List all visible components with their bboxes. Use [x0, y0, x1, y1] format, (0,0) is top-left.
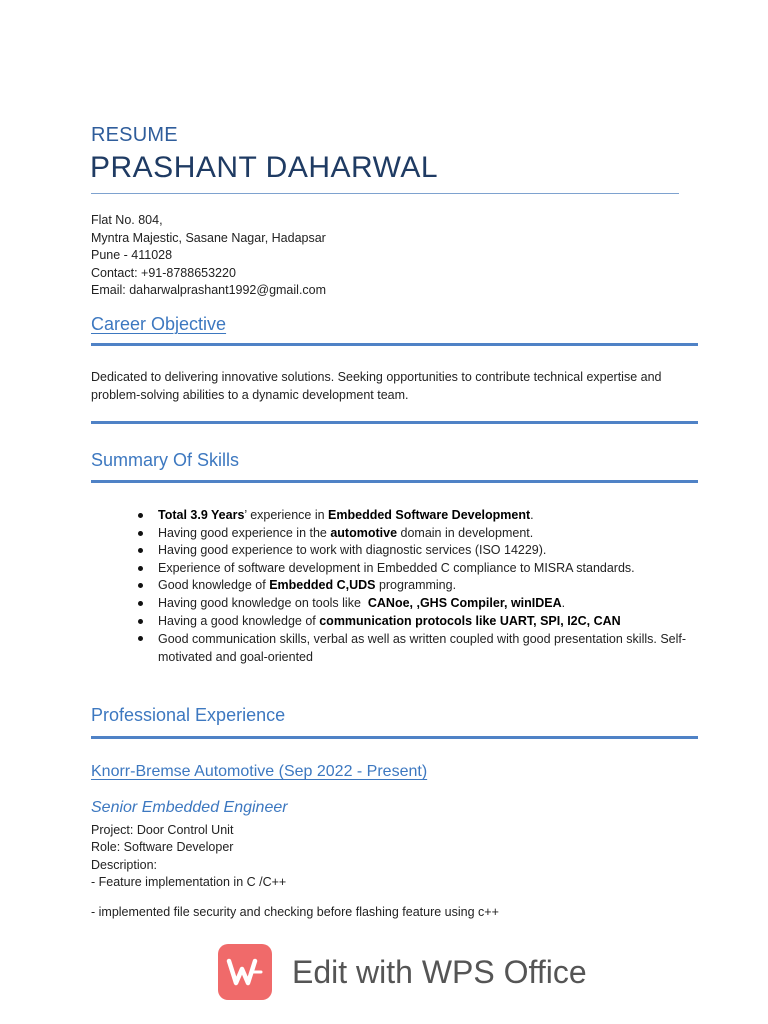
section-divider — [91, 480, 698, 483]
section-divider — [91, 421, 698, 424]
description-point: - Feature implementation in C /C++ — [91, 874, 287, 889]
address-line: Pune - 411028 — [91, 248, 173, 263]
skills-list — [138, 507, 698, 666]
wps-watermark — [218, 943, 587, 1001]
wps-watermark-text: Edit with WPS Office — [292, 953, 587, 990]
skills-heading: Summary Of Skills — [91, 450, 240, 470]
candidate-name: PRASHANT DAHARWAL — [90, 151, 439, 184]
wps-logo-icon — [218, 944, 272, 1000]
contact-block — [91, 212, 326, 300]
list-item: Having a good knowledge of communication protocols like UART, SPI, I2C, CAN — [138, 613, 698, 631]
role-line: Role: Software Developer — [91, 840, 234, 855]
description-label: Description: — [91, 857, 157, 872]
job-title: Senior Embedded Engineer — [91, 799, 288, 816]
project-details — [91, 822, 286, 891]
description-point: - implemented file security and checking before flashing feature using c++ — [91, 905, 499, 919]
email-line: Email: daharwalprashant1992@gmail.com — [91, 283, 327, 298]
section-divider — [91, 343, 698, 346]
experience-heading: Professional Experience — [91, 705, 286, 725]
company-heading: Knorr-Bremse Automotive (Sep 2022 - Present) — [91, 763, 428, 780]
list-item: Having good experience in the automotive domain in development. — [138, 525, 698, 543]
list-item: Good communication skills, verbal as well as written coupled with good presentation skills. Self-motivated and goal-oriented — [138, 630, 698, 666]
list-item: Having good experience to work with diagnostic services (ISO 14229). — [138, 542, 698, 560]
section-divider — [91, 736, 698, 739]
career-objective-text: Dedicated to delivering innovative solutions. Seeking opportunities to contribute technical expertise and problem-solving abilities to a dynamic development team. — [91, 370, 662, 402]
address-line: Myntra Majestic, Sasane Nagar, Hadapsar — [91, 230, 326, 245]
career-objective-heading: Career Objective — [91, 314, 227, 334]
phone-line: Contact: +91-8788653220 — [91, 265, 236, 280]
address-line: Flat No. 804, — [91, 213, 163, 227]
list-item: Experience of software development in Embedded C compliance to MISRA standards. — [138, 560, 698, 578]
list-item: Total 3.9 Years’ experience in Embedded Software Development. — [138, 507, 698, 525]
resume-label: RESUME — [91, 124, 178, 146]
name-divider — [91, 193, 679, 194]
list-item: Having good knowledge on tools like CANoe, ,GHS Compiler, winIDEA. — [138, 595, 698, 613]
list-item: Good knowledge of Embedded C,UDS programming. — [138, 577, 698, 595]
project-line: Project: Door Control Unit — [91, 823, 234, 837]
